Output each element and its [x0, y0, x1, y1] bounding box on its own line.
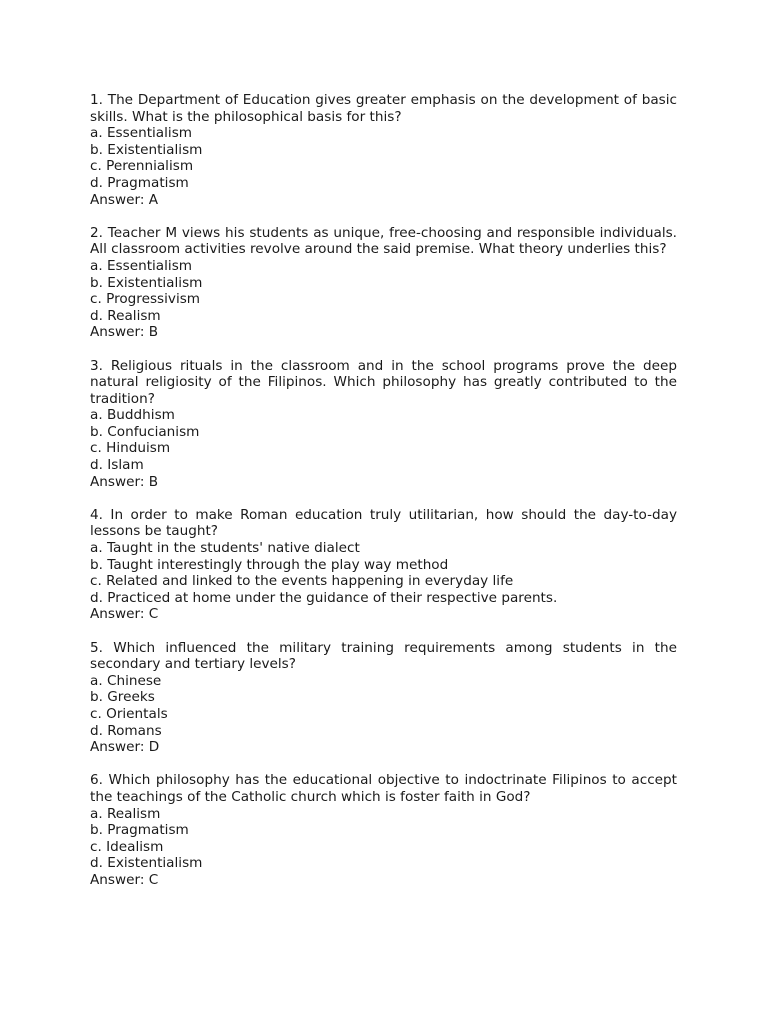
option-list — [90, 125, 677, 191]
option-a: a. Buddhism — [90, 407, 175, 424]
option-a: a. Taught in the students' native dialect — [90, 540, 360, 557]
question-stem: 1. The Department of Education gives greater emphasis on the development of basic skills. What is the philosophical basis for this? — [90, 92, 677, 125]
option-d: d. Existentialism — [90, 855, 203, 872]
option-list — [90, 540, 677, 606]
option-list — [90, 806, 677, 872]
answer-line: Answer: B — [90, 324, 159, 341]
option-c: c. Orientals — [90, 705, 168, 722]
answer-line: Answer: D — [90, 739, 160, 756]
question-stem: 2. Teacher M views his students as unique, free-choosing and responsible individuals. All classroom activities revolve around the said premise. What theory underlies this? — [90, 224, 677, 258]
answer-line: Answer: A — [90, 191, 159, 208]
option-list — [90, 407, 677, 473]
answer-line: Answer: C — [90, 871, 159, 888]
option-b: b. Existentialism — [90, 141, 203, 158]
option-a: a. Realism — [90, 805, 161, 822]
question-stem: 5. Which influenced the military training requirements among students in the secondary and tertiary levels? — [90, 639, 677, 673]
option-list — [90, 258, 677, 324]
option-c: c. Perennialism — [90, 158, 194, 175]
question-stem: 4. In order to make Roman education truly utilitarian, how should the day-to-day lessons be taught? — [90, 506, 677, 540]
option-b: b. Greeks — [90, 689, 155, 706]
question-2 — [90, 225, 677, 341]
question-1 — [90, 92, 677, 208]
option-c: c. Idealism — [90, 838, 164, 855]
option-a: a. Essentialism — [90, 125, 193, 142]
question-6 — [90, 772, 677, 888]
option-b: b. Pragmatism — [90, 822, 189, 839]
option-a: a. Chinese — [90, 672, 162, 689]
question-4 — [90, 507, 677, 623]
option-d: d. Pragmatism — [90, 174, 189, 191]
document-page — [90, 92, 677, 905]
option-list — [90, 673, 677, 739]
question-stem: 3. Religious rituals in the classroom and in the school programs prove the deep natural religiosity of the Filipinos. Which philosophy has greatly contributed to the tradition? — [90, 357, 677, 407]
option-d: d. Practiced at home under the guidance of their respective parents. — [90, 589, 558, 606]
option-b: b. Taught interestingly through the play way method — [90, 556, 449, 573]
answer-line: Answer: C — [90, 606, 159, 623]
answer-line: Answer: B — [90, 473, 159, 490]
option-d: d. Islam — [90, 457, 144, 474]
option-b: b. Confucianism — [90, 423, 200, 440]
question-5 — [90, 640, 677, 756]
option-c: c. Related and linked to the events happening in everyday life — [90, 573, 514, 590]
option-c: c. Hinduism — [90, 440, 171, 457]
option-d: d. Romans — [90, 722, 162, 739]
option-a: a. Essentialism — [90, 257, 193, 274]
option-c: c. Progressivism — [90, 291, 201, 308]
question-stem: 6. Which philosophy has the educational objective to indoctrinate Filipinos to accept the teachings of the Catholic church which is foster faith in God? — [90, 772, 677, 805]
option-d: d. Realism — [90, 307, 161, 324]
question-3 — [90, 358, 677, 491]
option-b: b. Existentialism — [90, 274, 203, 291]
